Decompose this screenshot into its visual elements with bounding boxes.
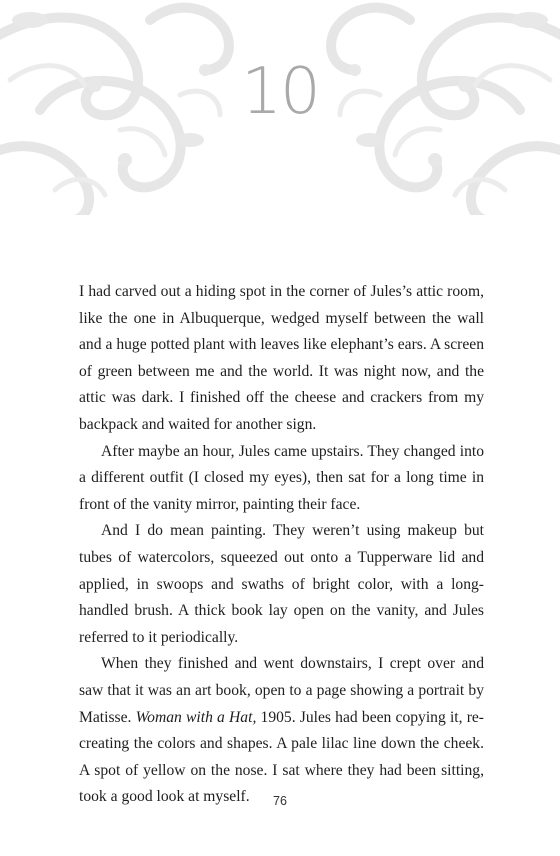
paragraph-text: 1905. Jules had been copying it, re-creating the colors and shapes. A pale lilac line down the cheek. A spot of yellow on the nose. I sat where they had been sitting, took a good look at myself. [79,708,485,806]
artwork-title: Woman with a Hat, [135,708,257,726]
chapter-body [79,279,484,811]
paragraph-text: When they finished and went downstairs, I crept over and saw that it was an art book, open to a page showing a portrait by Matisse. [79,655,484,726]
page-number: 76 [273,794,287,808]
paragraph: And I do mean painting. They weren’t using makeup but tubes of watercolors, squeezed out onto a Tupperware lid and applied, in swoops and swaths of bright color, with a long-handled brush. A thick book lay open on the vanity, and Jules referred to it periodically. [79,522,484,646]
chapter-number: 10 [241,55,319,129]
paragraph [79,651,484,811]
paragraph: After maybe an hour, Jules came upstairs. They changed into a different outfit (I closed my eyes), then sat for a long time in front of the vanity mirror, painting their face. [79,442,484,513]
paragraph: I had carved out a hiding spot in the corner of Jules’s attic room, like the one in Albuquerque, wedged myself between the wall and a huge potted plant with leaves like elephant’s ears. A screen of green between me and the world. It was night now, and the attic was dark. I finished off the cheese and crackers from my backpack and waited for another sign. [79,283,484,433]
